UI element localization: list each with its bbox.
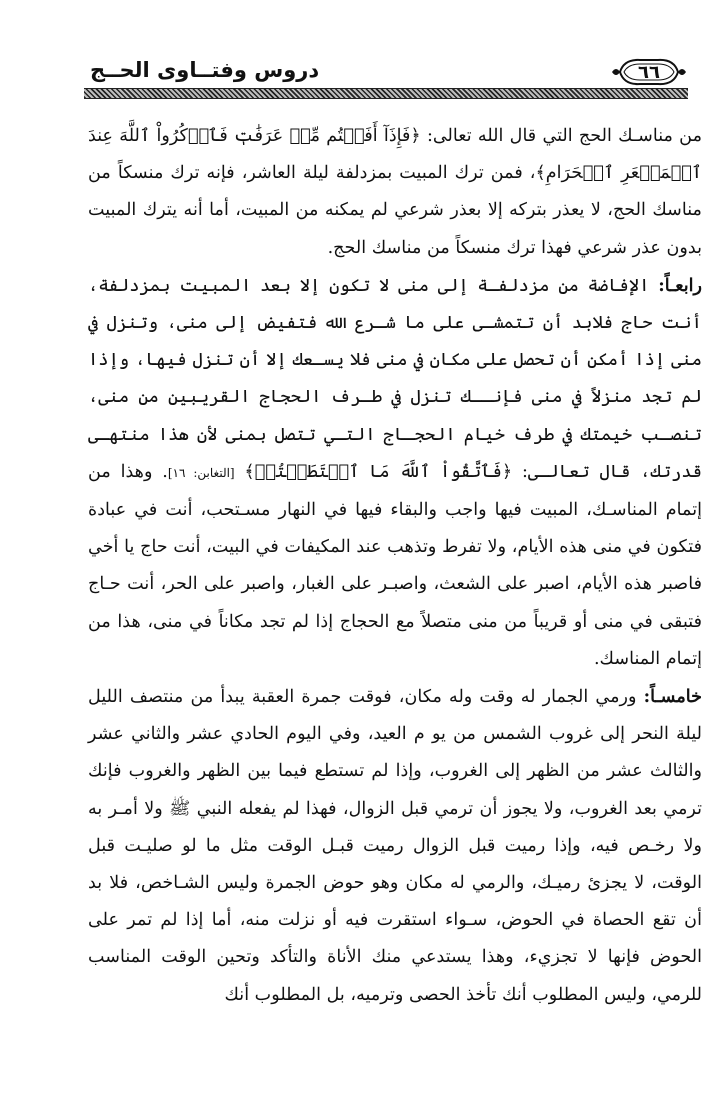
- section-label: خامسـاً:: [643, 686, 702, 708]
- page-number: ٦٦: [638, 61, 660, 83]
- paragraph-text-continued: . وهذا من إتمام المناسـك، المبيت فيها واجب والبقاء فيها في النهار مسـتحب، أنت في عبادة فتكون في منى هذه الأيام، ولا تفرط وتذهب عند المكيفات في البيت، أنت حاج يا أخي فاصبر هذه الأيام، اصبر على الشعث، واصبـر على الغبار، واصبر على الحر، أنت حـاج فتبقى في منى أو قريباً من منى متصلاً مع الحجاج إذا لم تجد مكاناً في منى، هذا من إتمام المناسك.: [88, 461, 702, 669]
- section-label: رابعـاً:: [658, 274, 702, 296]
- header-divider: [84, 88, 688, 99]
- paragraph: [88, 678, 702, 1014]
- paragraph-text: من مناسـك الحج التي قال الله تعالى: ﴿فَإِذَآ أَفَضۡتُم مِّنۡ عَرَفَٰتٖ فَٱذۡكُرُواْ ٱللَّهَ عِندَ ٱلۡمَشۡعَرِ ٱلۡحَرَامِ﴾، فمن ترك المبيت بمزدلفة ليلة العاشر، فإنه ترك منسكاً من مناسك الحج، لا يعذر بتركه إلا بعذر شرعي لم يمكنه من المبيت، أما أنه يترك المبيت بدون عذر شرعي فهذا ترك منسكاً من مناسك الحج.: [88, 126, 702, 258]
- paragraph-text: ورمي الجمار له وقت وله مكان، فوقت جمرة العقبة يبدأ من منتصف الليل ليلة النحر إلى غروب الشمس من يو م العيد، وفي اليوم الحادي عشر والثاني عشر والثالث عشر من الظهر إلى الغروب، وإذا لم تستطع فيما بين الظهر والغروب فإنك ترمي بعد الغروب، ولا يجوز أن ترمي قبل الزوال، فهذا لم يفعله النبي ﷺ ولا أمـر به ولا رخـص فيه، وإذا رميت قبل الزوال رميت قبـل الوقت مثل ما لو صليـت قبل الوقت، لا يجزئ رميـك، والرمي له مكان وهو حوض الجمرة وليس الشـاخص، فلا بد أن تقع الحصاة في الحوض، سـواء استقرت فيه أو نزلت منه، أما إذا لم تمر على الحوض فإنها لا تجزيء، وهذا يستدعي منك الأناة والتأكد وتحين الوقت المناسب للرمي، وليس المطلوب أنك تأخذ الحصى وترميه، بل المطلوب أنك: [88, 687, 702, 1005]
- page-number-badge: [610, 56, 688, 88]
- paragraph: [88, 267, 702, 678]
- running-title: دروس وفتــاوى الحــج: [90, 58, 320, 82]
- article-body: [88, 118, 702, 1014]
- paragraph: [88, 118, 702, 267]
- quran-reference: [التغابن: ١٦]: [167, 465, 235, 480]
- paragraph-text: الإفاضة من مزدلفـة إلى منى لا تكون إلا بعد المبيت بمزدلفة، أنت حاج فلابد أن تتمشـى على ما شـرع الله فتفيض إلى منى، وتنزل في منى إذا أمكن أن تحصل على مكان في منى فلا يسـعك إلا أن تنزل فيها، وإذا لم تجد منزلاً في منى فإنــك تنزل في طـرف الحجاج القريبين من منى، تنصـب خيمتك في طرف خيام الحجـاج التـي تتصل بمنى لأن هذا منتهـى قدرتك، قال تعالـى: ﴿فَٱتَّقُواْ ٱللَّهَ مَا ٱسۡتَطَعۡتُمۡ﴾: [88, 275, 703, 482]
- page-header: [84, 54, 688, 102]
